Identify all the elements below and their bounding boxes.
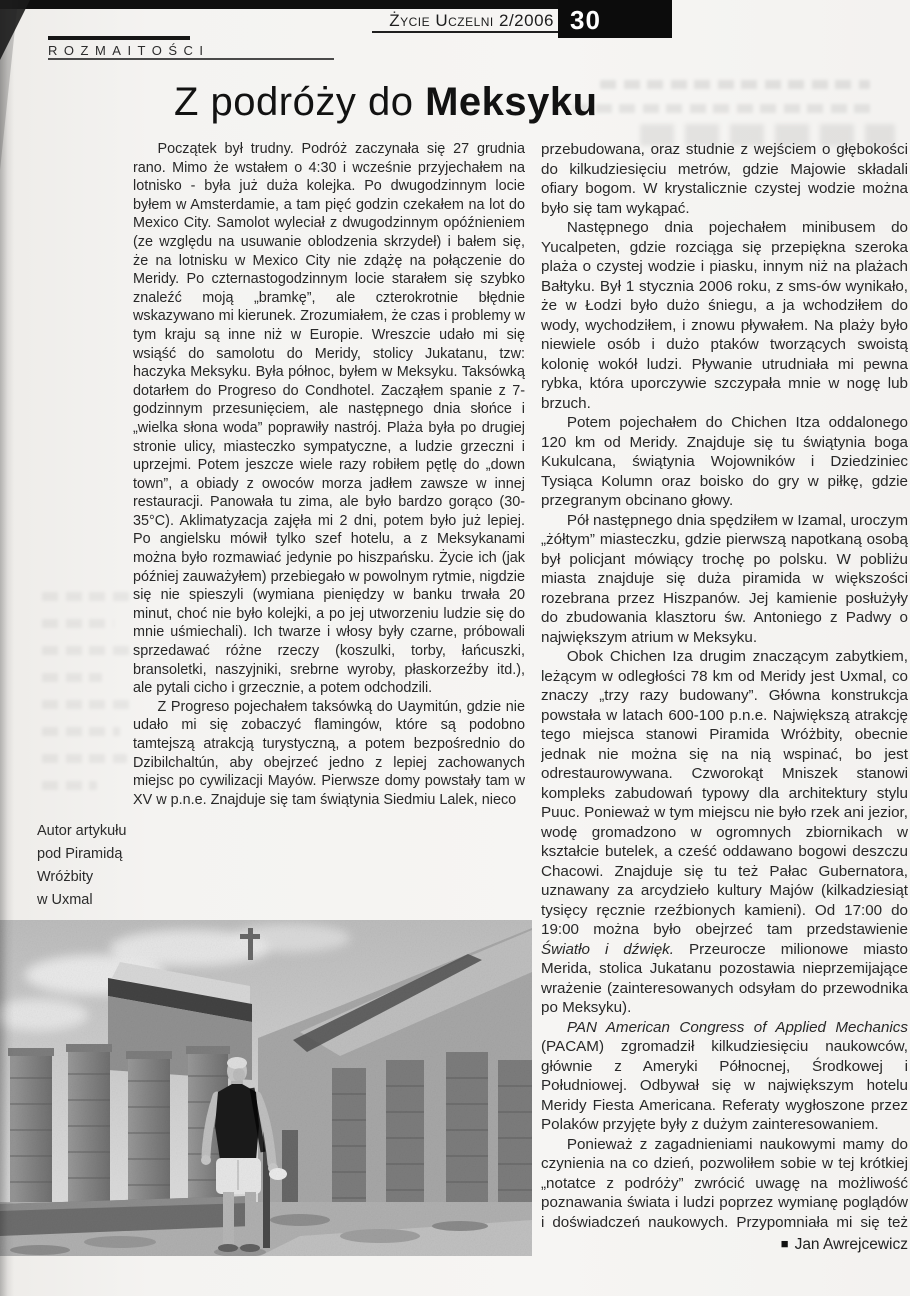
bleedthrough-text (600, 80, 870, 89)
paragraph: przebudowana, oraz studnie z wejściem o głębokości do kilkudziesięciu metrów, gdzie Majowie składali ofiary bogom. W krystalicznie czystej wodzie można było się tam wykąpać. (541, 141, 908, 217)
journal-title: Życie Uczelni 2/2006 (389, 11, 554, 30)
bleedthrough-text (42, 646, 137, 655)
bleedthrough-text (42, 727, 120, 736)
paragraph: Z Progreso pojechałem taksówką do Uaymitún, gdzie nie udało mi się zobaczyć flamingów, które są podobno tamtejszą atrakcją turystyczną, a potem bezpośrednio do Dzibilchaltún, aby obejrzeć jedno z lepiej zachowanych miejsc po cywilizacji Mayów. Pierwsze domy powstały tam w XV w p.n.e. Znajduje się tam świątynia Siedmiu Lalek, nieco (133, 698, 525, 808)
article-title-bold: Meksyku (425, 80, 598, 124)
paragraph: Obok Chichen Iza drugim znaczącym zabytkiem, leżącym w odległości 78 km od Meridy jest Uxmal, co znaczy „trzy razy budowany”. Główna konstrukcja powstała w latach 600-100 p.n.e. Największą atrakcję tego miejsca stanowi Piramida Wróżbity, obecnie jednak nie można się na nią wspinać, bo jest odrestaurowywana. Czworokąt Mniszek stanowi kompleks zabudowań typowy dla architektury stylu Puuc. Ponieważ w tym miejscu nie było rzek ani jezior, wodę gromadzono w ogromnych zbiornikach w kształcie butelek, a cześć oddawano bogowi deszczu Chacowi. Znajduje się tu też Pałac Gubernatora, uznawany za arcydzieło kultury Majów (kilkadziesiąt tysięcy ręcznie rzeźbionych kamieni). Od 17:00 do 19:00 można było obejrzeć tam przedstawienie Światło i dźwięk. Przeurocze milionowe miasto Merida, stolica Jukatanu pozostawia nieprzemijające wrażenie (zainteresowanych odsyłam do przewodnika po Meksyku). (541, 648, 908, 1016)
article-photo (0, 920, 532, 1256)
bleedthrough-text (572, 104, 872, 113)
article-title-regular: Z podróży do (174, 80, 426, 124)
bleedthrough-text (42, 754, 127, 763)
paragraph: Pół następnego dnia spędziłem w Izamal, uroczym „żółtym” miasteczku, gdzie pierwszą napotkaną osobą był policjant mówiący trochę po polsku. W pobliżu miasta znajduje się duża piramida w większości rozebrana przez Hiszpanów. Jej kamienie posłużyły do zbudowania klasztoru św. Antoniego z Padwy o największym atrium w Meksyku. (541, 511, 908, 646)
section-rule (48, 58, 334, 60)
bleedthrough-text (42, 673, 102, 682)
right-column (541, 140, 908, 1232)
photo-caption: Autor artykułu pod Piramidą Wróżbity w Uxmal (37, 823, 127, 908)
section-bar (48, 36, 190, 40)
left-column (133, 140, 525, 922)
page-number-box (558, 0, 672, 38)
byline-name: Jan Awrejcewicz (794, 1236, 908, 1253)
paragraph: Następnego dnia pojechałem minibusem do Yucalpeten, gdzie rozciąga się przepiękna szeroka plaża o czystej wodzie i piasku, innym niż na plażach Bałtyku. Był 1 stycznia 2006 roku, z sms-ów wynikało, że w Łodzi było dużo śniegu, a ja wchodziłem do wody, wychodziłem, i znowu pływałem. Na plaży było niewiele osób i dużo ptaków tworzących swoistą kolonię wokół ludzi. Pływanie utrudniała mi pewna rybka, która uporczywie szczypała mnie w nogę lub brzuch. (541, 219, 908, 412)
bleedthrough-text (42, 592, 130, 601)
corner-scan-wedge (0, 0, 30, 60)
journal-rule (372, 31, 558, 33)
page-number: 30 (570, 5, 601, 35)
italic-show-title: Światło i dźwięk. (541, 940, 674, 958)
paragraph: Ponieważ z zagadnieniami naukowymi mamy do czynienia na co dzień, pozwoliłem sobie w tej krótkiej „notatce z podróży” zwrócić uwagę na możliwość poznawania świata i ludzi poprzez wymianę poglądów i doświadczeń naukowych. Przypomniała mi się też (541, 1135, 908, 1231)
section-label: ROZMAITOŚCI (48, 43, 210, 58)
bleedthrough-text (42, 781, 97, 790)
byline (541, 1236, 908, 1254)
paragraph: Potem pojechałem do Chichen Itza oddalonego 120 km od Meridy. Znajduje się tu świątynia boga Kukulcana, świątynia Wojowników i Dziedziniec Tysiąca Kolumn oraz boisko do gry w piłkę, gdzie przegranym obcinano głowy. (541, 414, 908, 509)
ruins-photo-svg (0, 920, 532, 1256)
bleedthrough-text (42, 619, 114, 628)
photo-grain (0, 920, 532, 1256)
paragraph: PAN American Congress of Applied Mechanics (PACAM) zgromadził kilkudziesięciu naukowców, głównie z Ameryki Północnej, Środkowej i Południowej. Odbywał się w największym hotelu Meridy Fiesta Americana. Referaty wygłoszone przez Polaków przyjęte były z dużym zainteresowaniem. (541, 1018, 908, 1133)
italic-congress-name: PAN American Congress of Applied Mechanics (566, 1018, 908, 1036)
left-scan-shadow (0, 0, 14, 1296)
byline-square-icon: ■ (780, 1236, 789, 1251)
paragraph: Początek był trudny. Podróż zaczynała się 27 grudnia rano. Mimo że wstałem o 4:30 i wcześnie przyjechałem na lotnisko - była już duża kolejka. Po dwugodzinnym locie byłem w Amsterdamie, a tam pięć godzin czekałem na lot do Mexico City. Samolot wyleciał z dwugodzinnym opóźnieniem (ze względu na usuwanie oblodzenia skrzydeł) i bałem się, że na lotnisku w Mexico City nie zdążę na połączenie do Meridy. Po czternastogodzinnym locie starałem się szybko znaleźć moją „bramkę”, ale czterokrotnie błędnie wskazywano mi kierunek. Zrozumiałem, że czas i problemy w tym kraju są inne niż w Europie. Wreszcie udało mi się wsiąść do samolotu do Meridy, stolicy Jukatanu, tzw: haczyka Meksyku. Była północ, byłem w Meksyku. Taksówką dotarłem do Progreso do Condhotel. Zacząłem spanie z 7-godzinnym przesunięciem, ale następnego dnia słońce i „wielka słona woda” poprawiły nastrój. Plaża była po drugiej stronie ulicy, miasteczko sympatyczne, a ludzie grzeczni i uprzejmi. Potem jeszcze wiele razy robiłem pętlę do „down town”, a obiady z owoców morza jadłem zawsze w innej restauracji. Panowała tu zima, ale było bardzo gorąco (30-35°C). Aklimatyzacja zajęła mi 2 dni, potem było już lepiej. Po angielsku mówił tylko szef hotelu, a z Meksykanami można było rozmawiać jedynie po hiszpańsku. Życie ich (jak później zauważyłem) przebiegało w powolnym rytmie, nigdzie się nie spieszyli (wymiana pieniędzy w banku trwała 20 minut, choć nie było kolejki, a po jej utworzeniu ludzie się do mnie uśmiechali). Ich twarze i włosy były czarne, próbowali sprzedawać różne rzeczy (koszulki, torby, łańcuszki, bransoletki, naszyjniki, srebrne wyroby, płaskorzeźby itd.), ale pytali cicho i grzecznie, a potem odchodzili. (133, 141, 525, 697)
article-title (174, 80, 598, 125)
bleedthrough-text (42, 700, 132, 709)
